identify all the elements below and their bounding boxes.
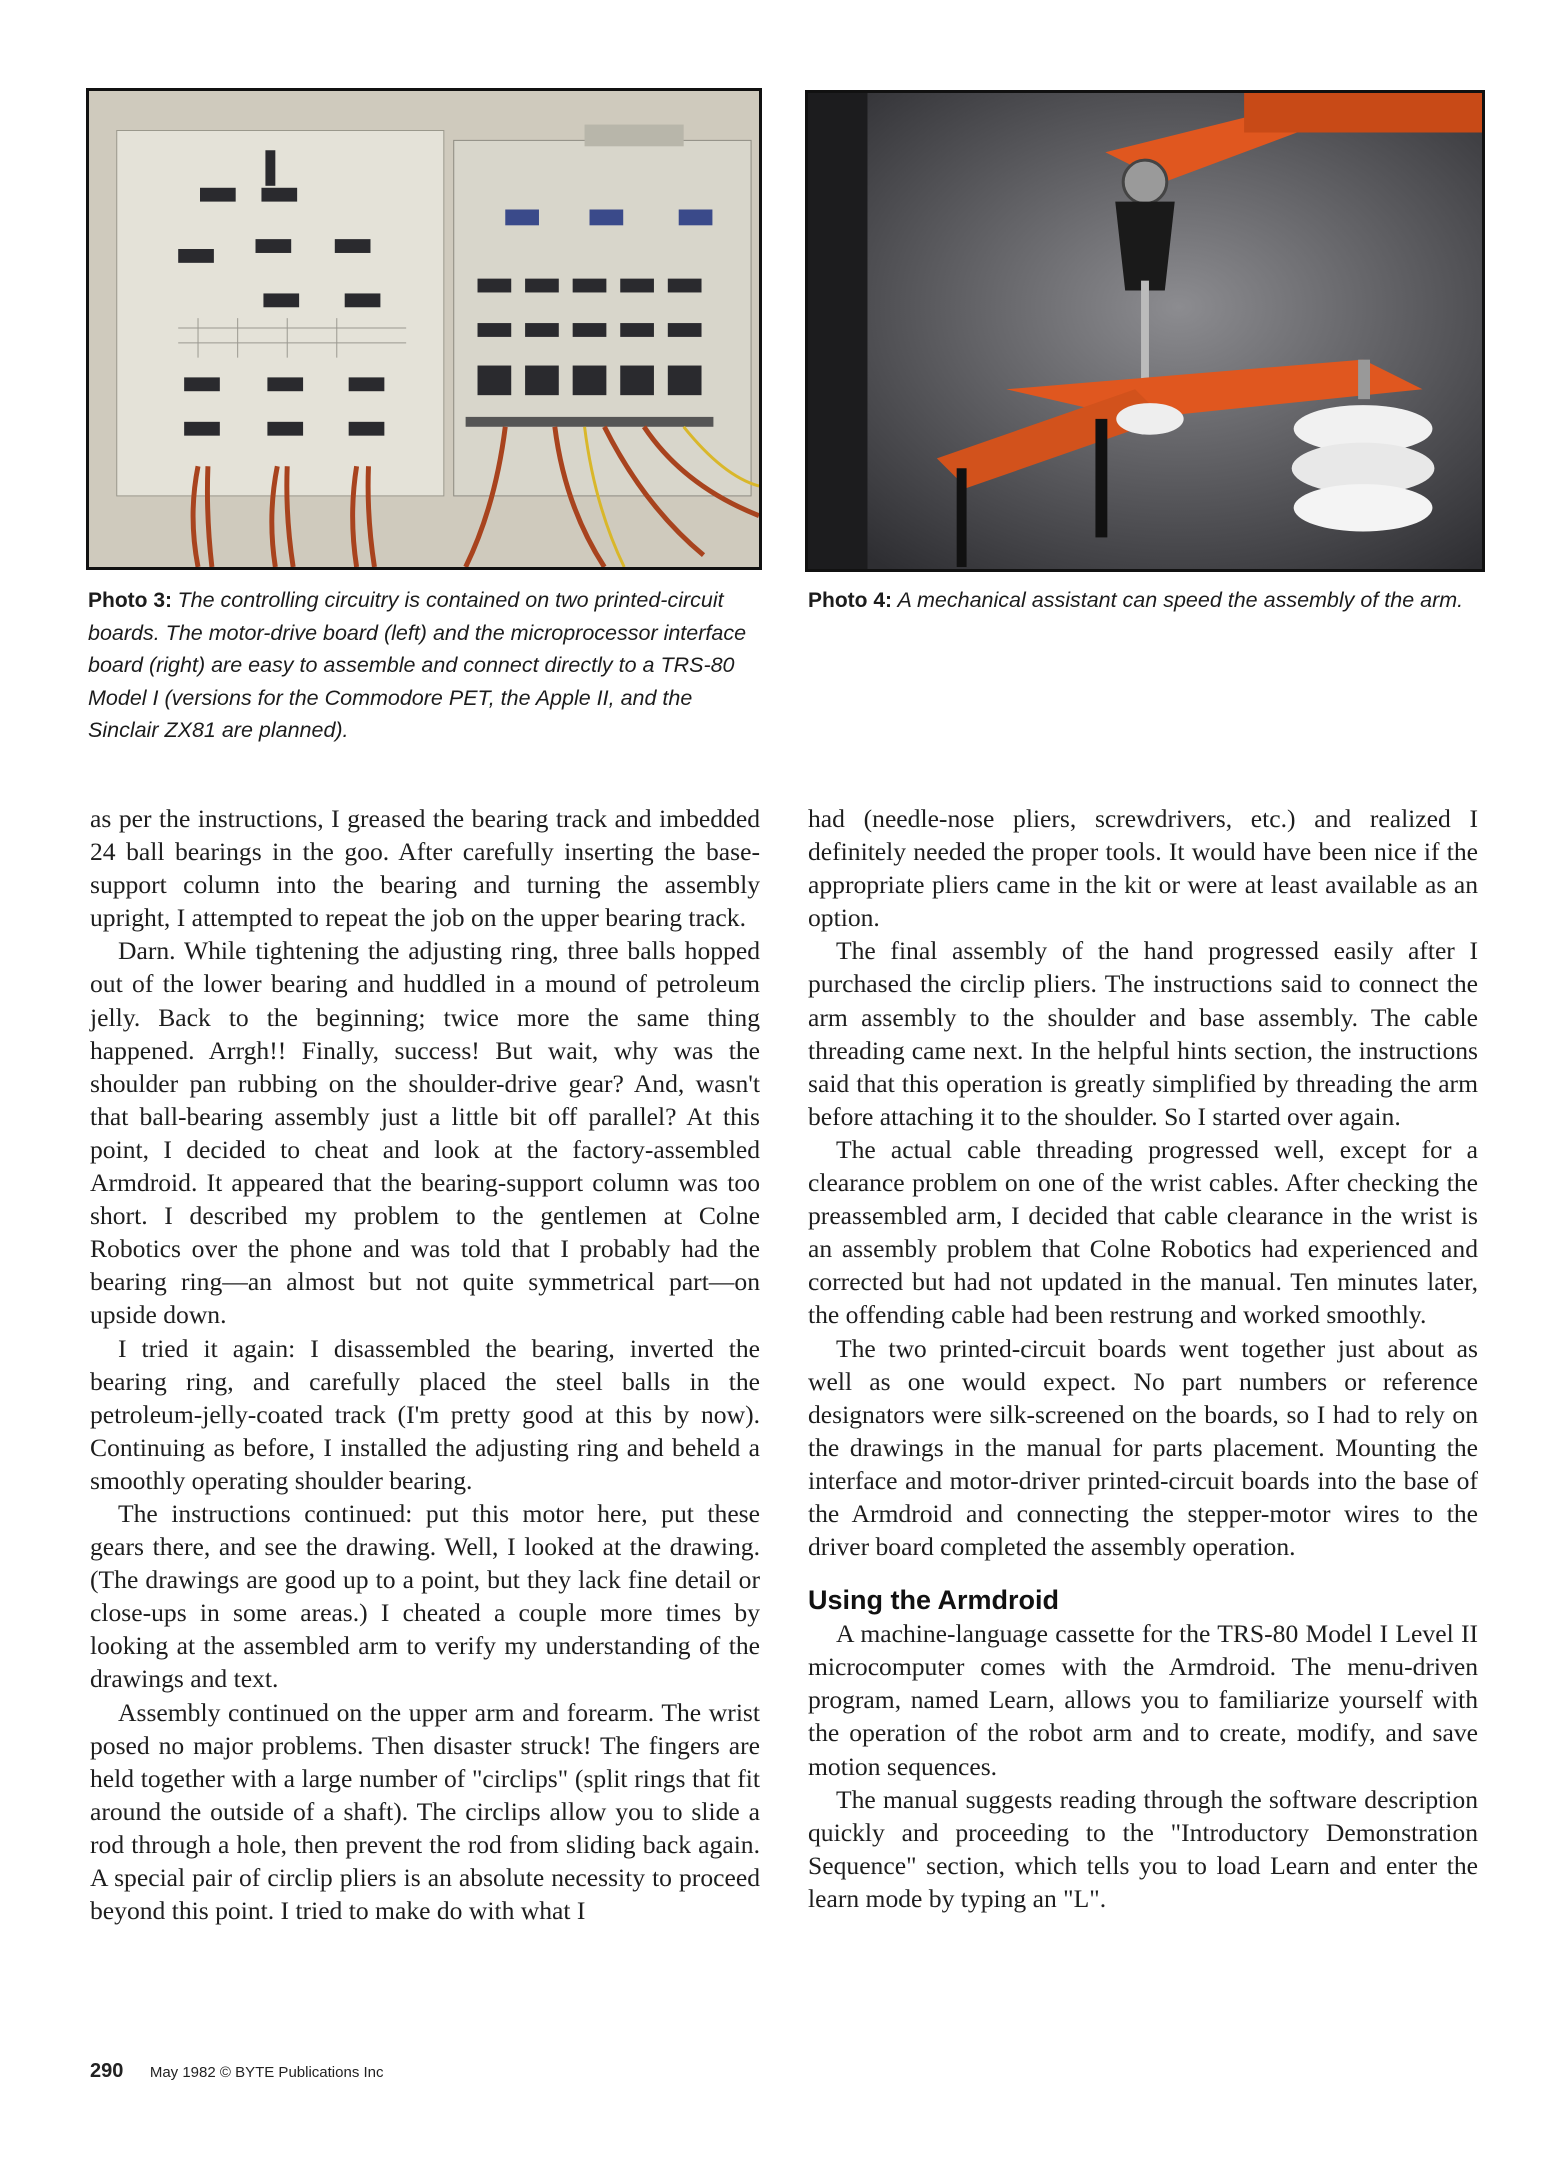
- photo-circuit-boards: [86, 88, 762, 570]
- paragraph: A machine-language cassette for the TRS-80 Model I Level II microcomputer comes with the Armdroid. The menu-driven program, named Learn, allows you to familiarize yourself with the operation of the robot arm and to create, modify, and save motion sequences.: [808, 1619, 1478, 1781]
- photo4-caption: [808, 584, 1482, 617]
- photo3-caption: [88, 584, 764, 747]
- paragraph: had (needle-nose pliers, screwdrivers, etc.) and realized I definitely needed the proper tools. It would have been nice if the appropriate pliers came in the kit or were at least available as an option.: [808, 804, 1478, 933]
- circuit-boards-illustration: [89, 91, 759, 567]
- page-number: 290: [90, 2060, 124, 2082]
- paragraph: The instructions continued: put this motor here, put these gears there, and see the drawing. Well, I looked at the drawing. (The drawings are good up to a point, but they lack fine detail or close-ups in some areas.) I cheated a couple more times by looking at the assembled arm to verify my understanding of the drawings and text.: [90, 1498, 760, 1694]
- paragraph: The manual suggests reading through the software description quickly and proceeding to the "Introductory Demonstration Sequence" section, which tells you to load Learn and enter the learn mode by typing an "L".: [808, 1784, 1478, 1913]
- photo-robot-arm: [805, 90, 1485, 572]
- page-footer: [90, 2060, 384, 2083]
- paragraph: I tried it again: I disassembled the bearing, inverted the bearing ring, and carefully placed the steel balls in the petroleum-jelly-coated track (I'm pretty good at this by now). Continuing as before, I installed the adjusting ring and beheld a smoothly operating shoulder bearing.: [90, 1333, 760, 1495]
- paragraph: The two printed-circuit boards went together just about as well as one would expect. No part numbers or reference designators were silk-screened on the boards, so I had to rely on the drawings in the manual for parts placement. Mounting the interface and motor-driver printed-circuit boards into the base of the Armdroid and connecting the stepper-motor wires to the driver board completed the assembly operation.: [808, 1333, 1478, 1562]
- publication-info: May 1982 © BYTE Publications Inc: [149, 2064, 384, 2081]
- right-text-column: [808, 802, 1478, 1915]
- paragraph: Assembly continued on the upper arm and forearm. The wrist posed no major problems. Then disaster struck! The fingers are held together with a large number of "circlips" (split rings that fit around the outside of a shaft). The circlips allow you to slide a rod through a hole, then prevent the rod from sliding back again. A special pair of circlip pliers is an absolute necessity to proceed beyond this point. I tried to make do with what I: [90, 1697, 760, 1926]
- photo3-caption-text: The controlling circuitry is contained on two printed-circuit boards. The motor-drive board (left) and the microprocessor interface board (right) are easy to assemble and connect directly to a TRS-80 Model I (versions for the Commodore PET, the Apple II, and the Sinclair ZX81 are planned).: [88, 588, 747, 742]
- photo4-caption-text: A mechanical assistant can speed the assembly of the arm.: [897, 588, 1464, 612]
- paragraph: as per the instructions, I greased the bearing track and imbedded 24 ball bearings in the goo. After carefully inserting the base-support column into the bearing and turning the assembly upright, I attempted to repeat the job on the upper bearing track.: [90, 804, 760, 933]
- photo3-caption-label: Photo 3:: [88, 589, 172, 612]
- paragraph: The actual cable threading progressed well, except for a clearance problem on one of the wrist cables. After checking the preassembled arm, I decided that cable clearance in the wrist is an assembly problem that Colne Robotics had experienced and corrected but had not updated in the manual. Ten minutes later, the offending cable had been restrung and worked smoothly.: [808, 1134, 1478, 1330]
- left-text-column: [90, 802, 760, 1927]
- paragraph: Darn. While tightening the adjusting ring, three balls hopped out of the lower bearing and huddled in a mound of petroleum jelly. Back to the beginning; twice more the same thing happened. Arrgh!! Finally, success! But wait, why was the shoulder pan rubbing on the shoulder-drive gear? And, wasn't that ball-bearing assembly just a little bit off parallel? At this point, I decided to cheat and look at the factory-assembled Armdroid. It appeared that the bearing-support column was too short. I described my problem to the gentlemen at Colne Robotics over the phone and was told that I probably had the bearing ring—an almost but not quite symmetrical part—on upside down.: [90, 936, 760, 1330]
- robot-arm-illustration: [808, 93, 1482, 569]
- paragraph: The final assembly of the hand progressed easily after I purchased the circlip pliers. The instructions said to connect the arm assembly to the shoulder and base assembly. The cable threading came next. In the helpful hints section, the instructions said that this operation is greatly simplified by threading the arm before attaching it to the shoulder. So I started over again.: [808, 936, 1478, 1131]
- section-heading: Using the Armdroid: [808, 1585, 1060, 1616]
- photo4-caption-label: Photo 4:: [808, 589, 892, 612]
